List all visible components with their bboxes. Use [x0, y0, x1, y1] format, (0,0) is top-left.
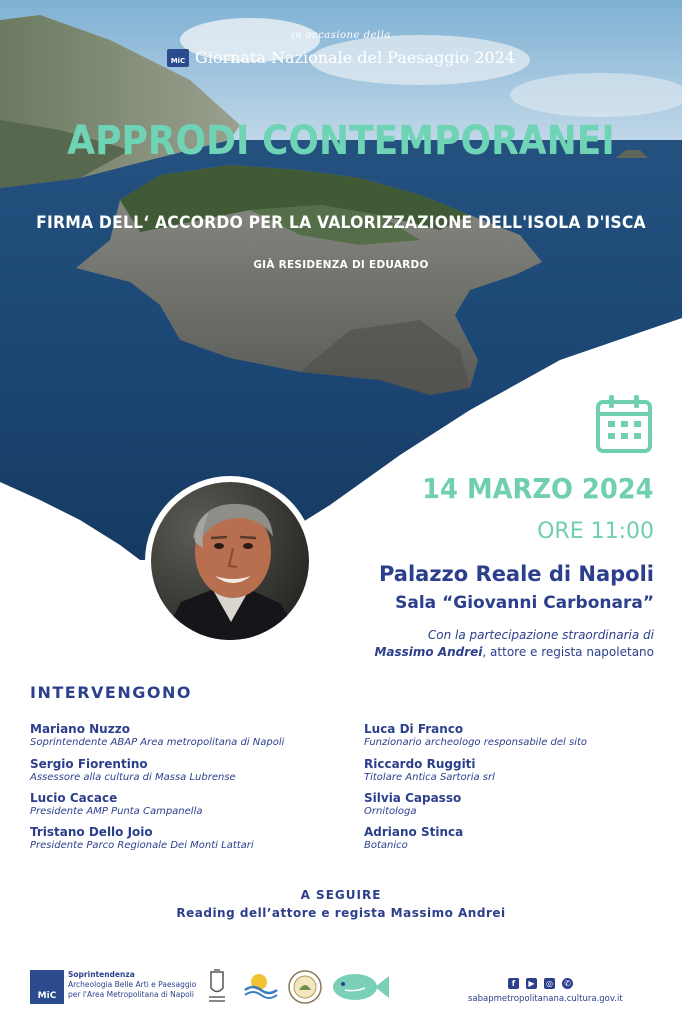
speaker-item	[364, 722, 682, 749]
instagram-icon[interactable]: ◎	[544, 978, 555, 989]
sun-waves-icon	[245, 974, 277, 998]
speaker-item	[30, 722, 350, 749]
social-links	[508, 978, 578, 990]
organization-name	[68, 970, 196, 1000]
org-line-3: per l'Area Metropolitana di Napoli	[68, 990, 194, 999]
binder-rings	[330, 395, 560, 535]
speaker-name: Lucio Cacace	[30, 791, 118, 805]
venue-name: Palazzo Reale di Napoli	[378, 562, 654, 586]
guest-name: Massimo Andrei	[374, 645, 483, 659]
speaker-name: Luca Di Franco	[364, 722, 464, 736]
partner-logos	[205, 968, 395, 1006]
speaker-name: Adriano Stinca	[364, 825, 464, 839]
mic-footer-logo: MiC	[30, 970, 64, 1004]
speaker-item	[30, 791, 350, 818]
occasion-label: in occasione della	[291, 30, 391, 41]
website-link[interactable]: sabapmetropolitanana.cultura.gov.it	[468, 994, 623, 1004]
venue-hall: Sala “Giovanni Carbonara”	[395, 593, 654, 613]
municipality-crest-icon	[209, 969, 225, 1002]
speaker-role: Soprintendente ABAP Area metropolitana di Napoli	[30, 737, 285, 748]
speaker-name: Tristano Dello Joio	[30, 825, 153, 839]
participation-guest	[374, 645, 654, 659]
speaker-item	[364, 757, 682, 784]
portrait-frame	[145, 476, 315, 646]
speaker-role: Botanico	[364, 840, 408, 851]
main-title: APPRODI CONTEMPORANEI	[67, 118, 615, 164]
speaker-name: Riccardo Ruggiti	[364, 757, 476, 771]
speaker-name: Mariano Nuzzo	[30, 722, 130, 736]
event-time: ORE 11:00	[537, 519, 654, 544]
speaker-item	[364, 825, 682, 852]
org-line-1: Soprintendenza	[68, 970, 135, 979]
following-text: Reading dell’attore e regista Massimo Andrei	[176, 906, 506, 920]
facebook-icon[interactable]: f	[508, 978, 519, 989]
speaker-item	[364, 791, 682, 818]
event-date: 14 MARZO 2024	[422, 472, 654, 505]
speaker-item	[30, 757, 350, 784]
mic-logo: MiC	[167, 49, 189, 67]
speaker-role: Titolare Antica Sartoria srl	[364, 772, 495, 783]
speakers-heading: INTERVENGONO	[30, 683, 192, 702]
speaker-name: Silvia Capasso	[364, 791, 462, 805]
speaker-role: Assessore alla cultura di Massa Lubrense	[30, 772, 236, 783]
guest-portrait	[151, 482, 309, 640]
following-label: A SEGUIRE	[300, 888, 382, 902]
speaker-role: Funzionario archeologo responsabile del sito	[364, 737, 588, 748]
calendar-icon	[595, 394, 653, 454]
subtitle: FIRMA DELL‘ ACCORDO PER LA VALORIZZAZIONE DELL'ISOLA D'ISCA	[36, 213, 646, 233]
tagline: GIÀ RESIDENZA DI EDUARDO	[253, 258, 429, 271]
speaker-role: Presidente AMP Punta Campanella	[30, 806, 203, 817]
whatsapp-icon[interactable]: ✆	[562, 978, 573, 989]
speaker-name: Sergio Fiorentino	[30, 757, 148, 771]
speaker-role: Presidente Parco Regionale Dei Monti Lattari	[30, 840, 254, 851]
participation-intro: Con la partecipazione straordinaria di	[427, 628, 654, 642]
youtube-icon[interactable]: ▶	[526, 978, 537, 989]
fish-logo-icon	[333, 974, 389, 1000]
speaker-item	[30, 825, 350, 852]
org-line-2: Archeologia Belle Arti e Paesaggio	[68, 980, 197, 989]
event-header	[0, 48, 682, 67]
guest-role: , attore e regista napoletano	[482, 645, 654, 659]
speaker-role: Ornitologa	[364, 806, 417, 817]
event-name: Giornata Nazionale del Paesaggio 2024	[194, 48, 516, 67]
seal-icon	[289, 971, 321, 1003]
